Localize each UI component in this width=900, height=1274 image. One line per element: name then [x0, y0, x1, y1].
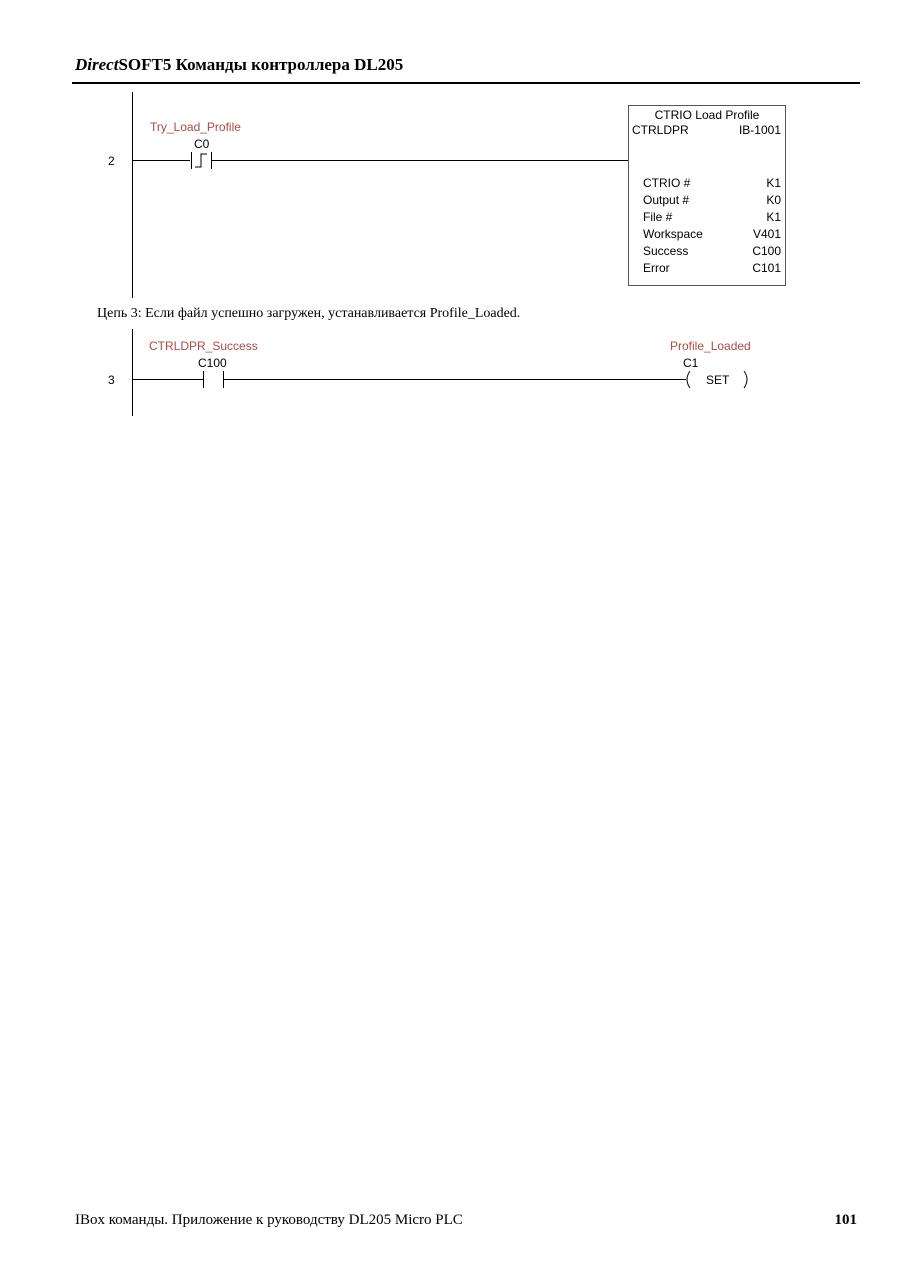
contact-nickname: Try_Load_Profile	[150, 120, 241, 134]
param-label: Output #	[643, 193, 690, 207]
coil-right-paren-icon	[744, 371, 747, 388]
param-value: C100	[752, 244, 781, 258]
coil-left-paren-icon	[687, 371, 690, 388]
param-value: K1	[766, 210, 781, 224]
param-label: Workspace	[643, 227, 703, 241]
rung-number: 2	[108, 154, 115, 168]
coil-nickname: Profile_Loaded	[670, 339, 751, 353]
coil-set-label: SET	[706, 373, 730, 387]
rung-3-wiring	[0, 0, 900, 420]
param-value: K0	[766, 193, 781, 207]
param-value: C101	[752, 261, 781, 275]
footer-text: IBox команды. Приложение к руководству DL205 Micro PLC	[75, 1212, 463, 1228]
ibox-title: CTRIO Load Profile	[654, 108, 760, 122]
param-label: Error	[643, 261, 670, 275]
coil-address: C1	[683, 356, 699, 370]
contact-address: C100	[198, 356, 227, 370]
param-label: File #	[643, 210, 673, 224]
rung-3-caption: Цепь 3: Если файл успешно загружен, устанавливается Profile_Loaded.	[97, 306, 521, 321]
ibox-mnemonic: CTRLDPR	[632, 123, 689, 137]
contact-nickname: CTRLDPR_Success	[149, 339, 258, 353]
page-number: 101	[834, 1212, 857, 1228]
header-title-italic: Direct	[75, 55, 119, 74]
param-label: CTRIO #	[643, 176, 691, 190]
ibox-id: IB-1001	[738, 123, 781, 137]
param-value: K1	[766, 176, 781, 190]
contact-address: C0	[194, 137, 210, 151]
header-title-rest: SOFT5 Команды контроллера DL205	[118, 55, 404, 74]
rung-number: 3	[108, 373, 115, 387]
param-value: V401	[752, 227, 781, 241]
param-label: Success	[643, 244, 689, 258]
